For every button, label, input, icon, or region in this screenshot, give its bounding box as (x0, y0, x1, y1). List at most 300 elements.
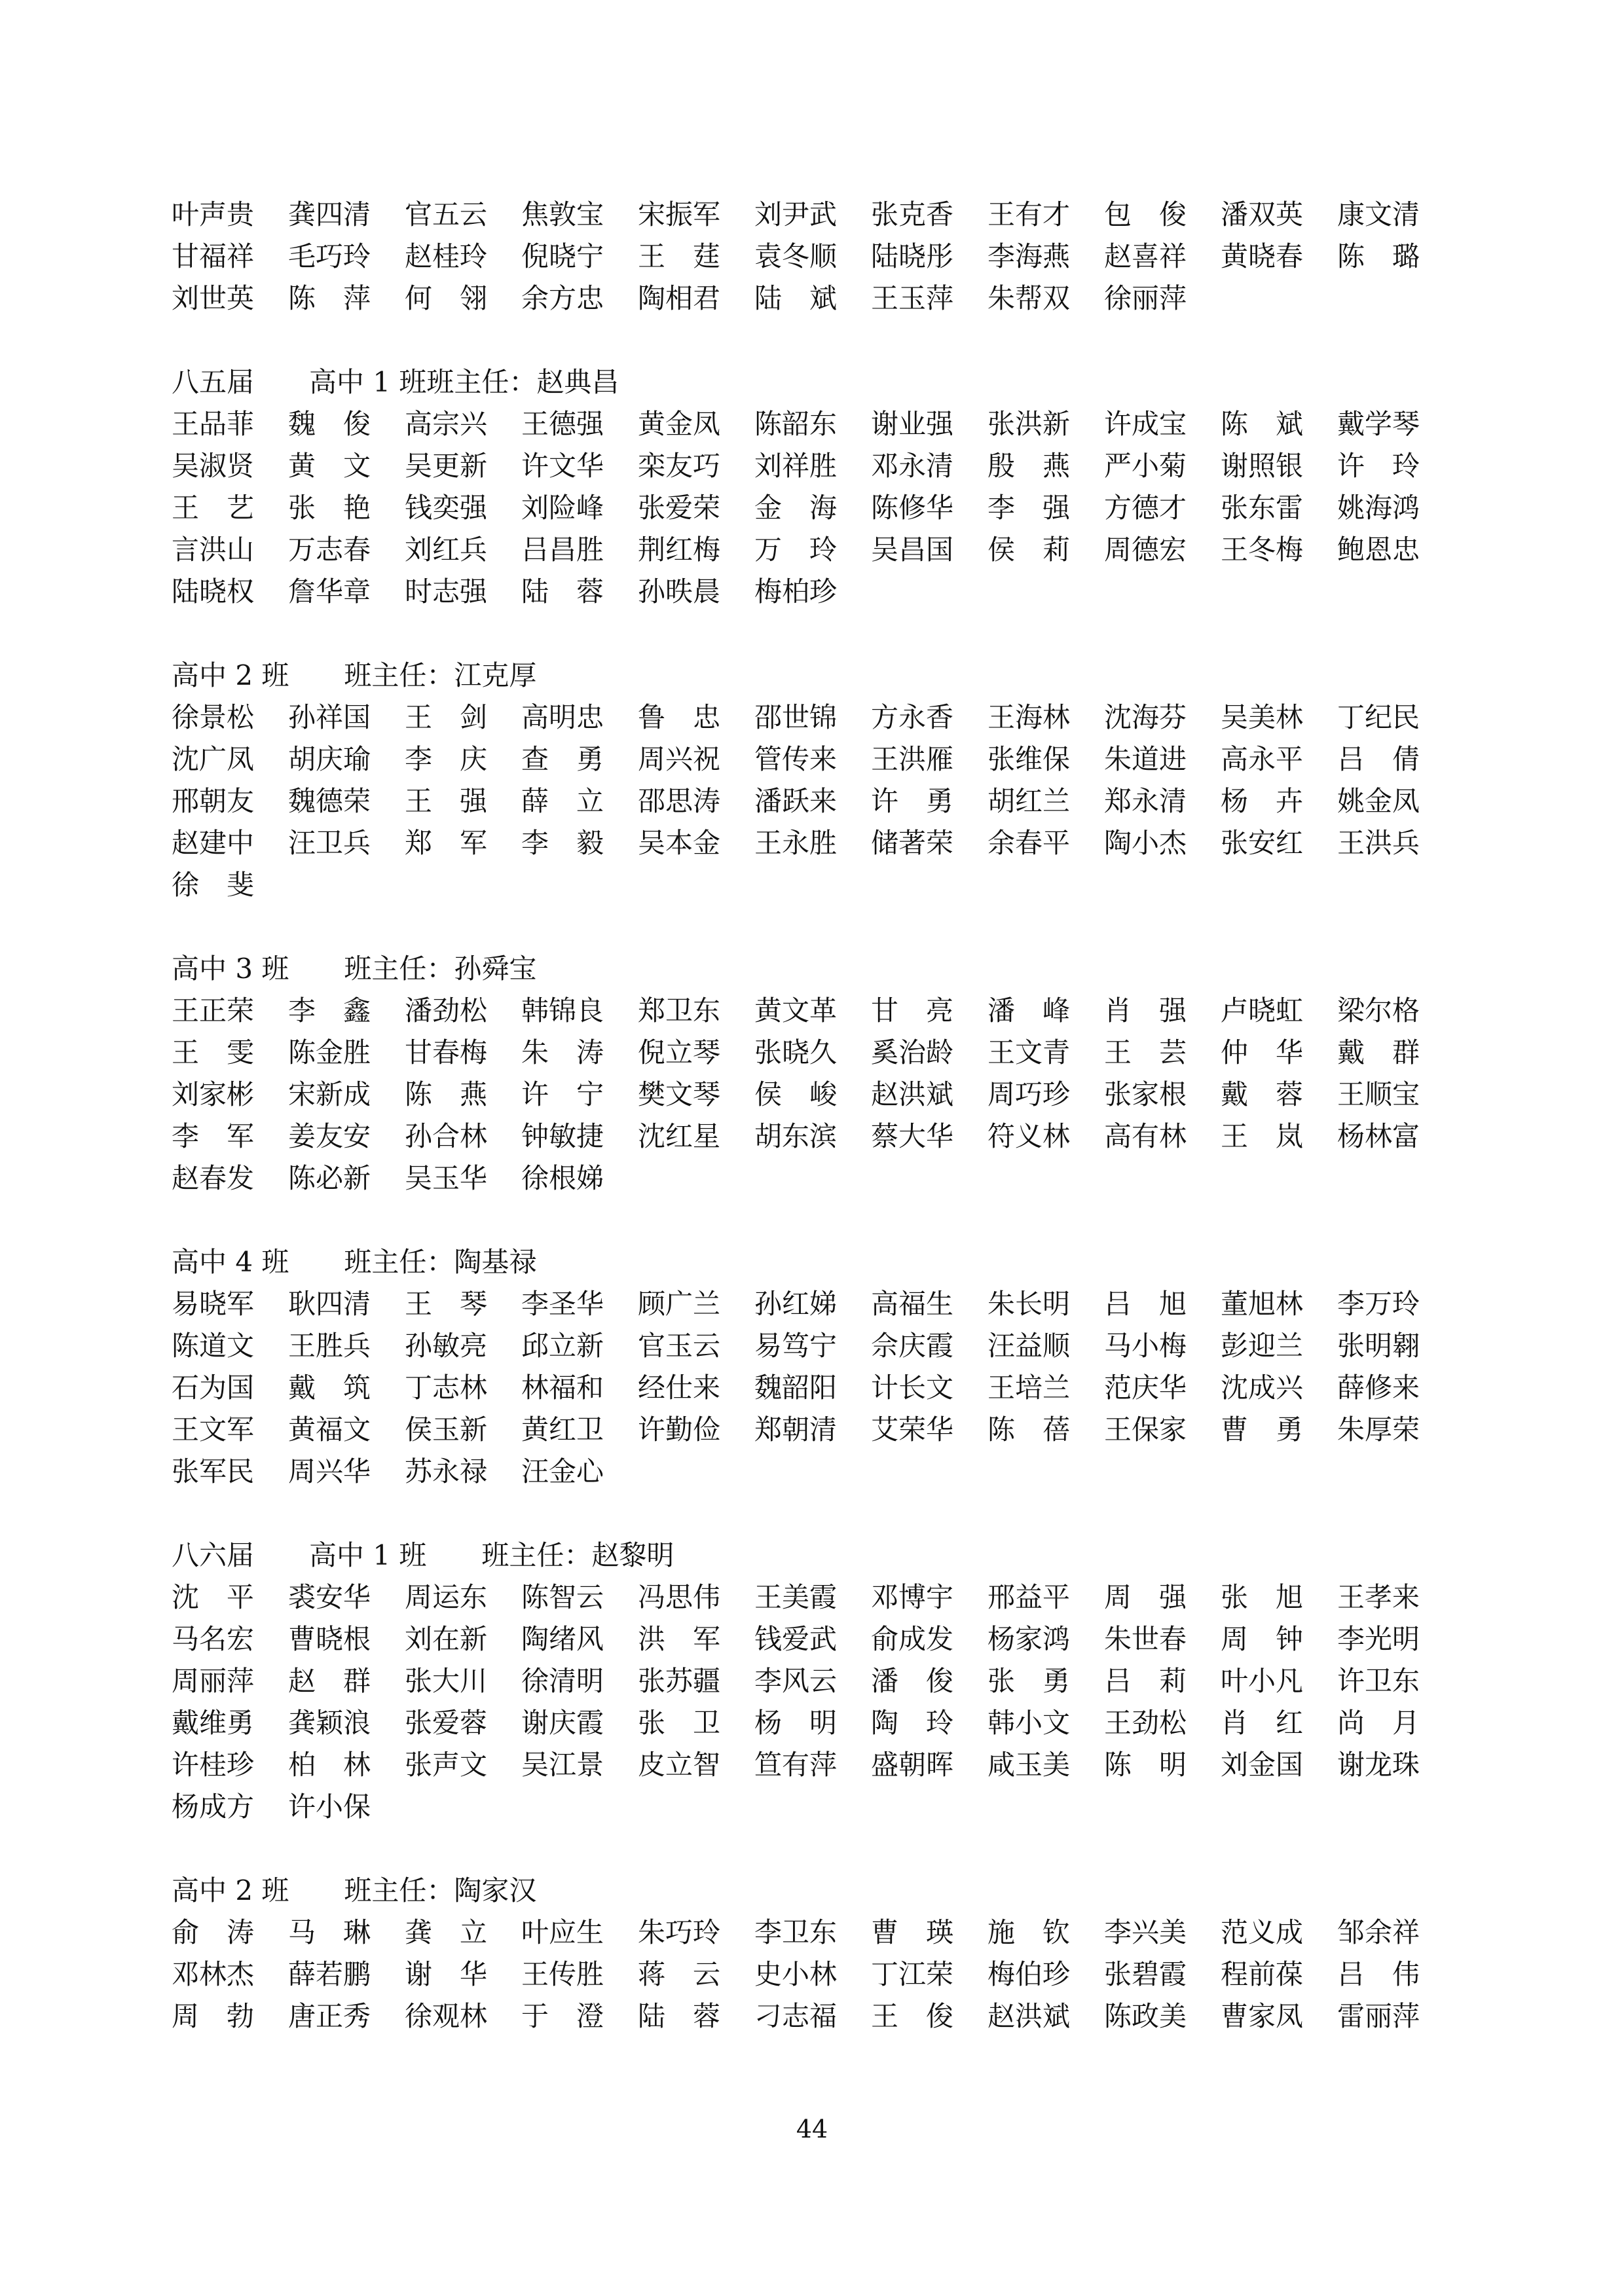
student-name: 陆晓彤 (871, 240, 954, 272)
student-name: 高有林 (1104, 1120, 1187, 1152)
student-name: 孙敏亮 (405, 1330, 488, 1362)
class-header: 八六届 高中 1 班 班主任：赵黎明 (172, 1539, 674, 1571)
student-name: 丁江荣 (871, 1958, 954, 1990)
student-name: 黄文革 (754, 994, 838, 1027)
student-name: 洪 军 (638, 1623, 721, 1655)
student-name: 薛修来 (1337, 1372, 1420, 1404)
student-name: 言洪山 (172, 534, 255, 566)
student-name: 吴昌国 (871, 534, 954, 566)
student-name: 郑卫东 (638, 994, 721, 1027)
student-name: 方永香 (871, 701, 954, 733)
student-name: 王洪雁 (871, 743, 954, 775)
student-name: 曹家凤 (1221, 2000, 1304, 2032)
student-name: 俞 涛 (172, 1916, 255, 1948)
student-name: 叶声贵 (172, 198, 255, 230)
student-name: 王美霞 (754, 1581, 838, 1613)
student-name: 张爱蓉 (405, 1707, 488, 1739)
student-name: 赵喜祥 (1104, 240, 1187, 272)
student-name: 刘险峰 (521, 492, 604, 524)
student-name: 陆 蓉 (521, 575, 604, 608)
student-name: 吴淑贤 (172, 450, 255, 482)
student-name: 潘跃来 (754, 785, 838, 817)
student-name: 郑永清 (1104, 785, 1187, 817)
student-name: 余方忠 (521, 282, 604, 314)
student-name: 周丽萍 (172, 1665, 255, 1697)
student-name: 沈广凤 (172, 743, 255, 775)
student-name: 许卫东 (1337, 1665, 1420, 1697)
student-name: 吴江景 (521, 1749, 604, 1781)
student-name: 孙昳晨 (638, 575, 721, 608)
student-name: 李 军 (172, 1120, 255, 1152)
student-name: 王 芸 (1104, 1036, 1187, 1068)
student-name: 张家根 (1104, 1078, 1187, 1110)
student-name: 易笃宁 (754, 1330, 838, 1362)
student-name-grid (172, 1912, 1420, 2037)
student-name: 侯玉新 (405, 1413, 488, 1446)
student-name: 符义林 (987, 1120, 1071, 1152)
student-name: 戴 蓉 (1221, 1078, 1304, 1110)
student-name: 张大川 (405, 1665, 488, 1697)
student-name: 韩小文 (987, 1707, 1071, 1739)
student-name: 裘安华 (288, 1581, 371, 1613)
student-name: 张安红 (1221, 827, 1304, 859)
page-number: 44 (796, 2115, 828, 2143)
student-name: 周德宏 (1104, 534, 1187, 566)
student-name: 朱道进 (1104, 743, 1187, 775)
student-name: 陈 斌 (1221, 408, 1304, 440)
student-name: 万志春 (288, 534, 371, 566)
student-name: 赵建中 (172, 827, 255, 859)
student-name: 鲍恩忠 (1337, 534, 1420, 566)
student-name: 吴本金 (638, 827, 721, 859)
student-name: 龚颖浪 (288, 1707, 371, 1739)
student-name: 徐景松 (172, 701, 255, 733)
student-name: 王孝来 (1337, 1581, 1420, 1613)
student-name: 钱爱武 (754, 1623, 838, 1655)
student-name: 许 宁 (521, 1078, 604, 1110)
student-name-grid (172, 1576, 1420, 1828)
class-header: 八五届 高中 1 班班主任：赵典昌 (172, 366, 619, 398)
student-name: 徐 斐 (172, 869, 255, 901)
student-name: 马名宏 (172, 1623, 255, 1655)
student-name: 郑朝清 (754, 1413, 838, 1446)
student-name: 孙合林 (405, 1120, 488, 1152)
student-name: 王培兰 (987, 1372, 1071, 1404)
student-name: 邓林杰 (172, 1958, 255, 1990)
student-name: 李海燕 (987, 240, 1071, 272)
student-name: 经仕来 (638, 1372, 721, 1404)
student-name: 黄金凤 (638, 408, 721, 440)
student-name: 李 庆 (405, 743, 488, 775)
student-name: 姜友安 (288, 1120, 371, 1152)
student-name: 彭迎兰 (1221, 1330, 1304, 1362)
student-name: 曹晓根 (288, 1623, 371, 1655)
student-name: 王洪兵 (1337, 827, 1420, 859)
student-name: 谢龙珠 (1337, 1749, 1420, 1781)
student-name: 刘尹武 (754, 198, 838, 230)
student-name: 赵洪斌 (871, 1078, 954, 1110)
student-name: 吕昌胜 (521, 534, 604, 566)
student-name: 杨 明 (754, 1707, 838, 1739)
class-section (172, 948, 1420, 1199)
student-name: 汪卫兵 (288, 827, 371, 859)
student-name: 许小保 (288, 1791, 371, 1823)
student-name: 吕 伟 (1337, 1958, 1420, 1990)
student-name: 陈智云 (521, 1581, 604, 1613)
student-name: 于 澄 (521, 2000, 604, 2032)
student-name: 高宗兴 (405, 408, 488, 440)
student-name: 丁纪民 (1337, 701, 1420, 733)
student-name: 李万玲 (1337, 1288, 1420, 1320)
student-name: 余春平 (987, 827, 1071, 859)
student-name: 张苏疆 (638, 1665, 721, 1697)
student-name: 吴更新 (405, 450, 488, 482)
student-name: 陈修华 (871, 492, 954, 524)
student-name: 倪晓宁 (521, 240, 604, 272)
student-name: 陆 蓉 (638, 2000, 721, 2032)
student-name: 官玉云 (638, 1330, 721, 1362)
class-section (172, 194, 1420, 319)
student-name: 李圣华 (521, 1288, 604, 1320)
student-name: 黄 文 (288, 450, 371, 482)
student-name: 杨成方 (172, 1791, 255, 1823)
student-name: 张克香 (871, 198, 954, 230)
student-name: 王品菲 (172, 408, 255, 440)
student-name: 肖 强 (1104, 994, 1187, 1027)
student-name: 蒋 云 (638, 1958, 721, 1990)
student-name: 龚 立 (405, 1916, 488, 1948)
student-name: 李风云 (754, 1665, 838, 1697)
student-name: 潘 峰 (987, 994, 1071, 1027)
student-name: 周兴华 (288, 1455, 371, 1487)
student-name: 邢益平 (987, 1581, 1071, 1613)
student-name: 顾广兰 (638, 1288, 721, 1320)
student-name: 梅伯珍 (987, 1958, 1071, 1990)
student-name: 张 卫 (638, 1707, 721, 1739)
class-header: 高中 2 班 班主任：江克厚 (172, 659, 537, 691)
student-name: 苏永禄 (405, 1455, 488, 1487)
student-name: 张晓久 (754, 1036, 838, 1068)
student-name: 杨家鸿 (987, 1623, 1071, 1655)
student-name: 袁冬顺 (754, 240, 838, 272)
student-name: 王顺宝 (1337, 1078, 1420, 1110)
student-name: 查 勇 (521, 743, 604, 775)
student-name: 周巧珍 (987, 1078, 1071, 1110)
student-name: 张明翱 (1337, 1330, 1420, 1362)
student-name: 王冬梅 (1221, 534, 1304, 566)
student-name: 谢业强 (871, 408, 954, 440)
student-name: 倪立琴 (638, 1036, 721, 1068)
student-name: 唐正秀 (288, 2000, 371, 2032)
student-name: 施 钦 (987, 1916, 1071, 1948)
student-name: 何 翎 (405, 282, 488, 314)
student-name: 韩锦良 (521, 994, 604, 1027)
student-name: 朱帮双 (987, 282, 1071, 314)
student-name: 王 强 (405, 785, 488, 817)
student-name: 陈道文 (172, 1330, 255, 1362)
student-name: 陶绪风 (521, 1623, 604, 1655)
student-name: 朱巧玲 (638, 1916, 721, 1948)
student-name: 毛巧玲 (288, 240, 371, 272)
student-name: 陈韶东 (754, 408, 838, 440)
student-name: 王有才 (987, 198, 1071, 230)
student-name: 赵春发 (172, 1162, 255, 1194)
student-name: 侯 峻 (754, 1078, 838, 1110)
student-name: 范庆华 (1104, 1372, 1187, 1404)
student-name: 王保家 (1104, 1413, 1187, 1446)
student-name: 俞成发 (871, 1623, 954, 1655)
class-header: 高中 2 班 班主任：陶家汉 (172, 1874, 537, 1906)
student-name: 曹 瑛 (871, 1916, 954, 1948)
student-name: 周兴祝 (638, 743, 721, 775)
student-name: 周运东 (405, 1581, 488, 1613)
class-header: 高中 3 班 班主任：孙舜宝 (172, 953, 537, 985)
student-name-grid (172, 194, 1420, 319)
student-name: 许文华 (521, 450, 604, 482)
student-name: 高明忠 (521, 701, 604, 733)
student-name: 高福生 (871, 1288, 954, 1320)
student-name: 刁志福 (754, 2000, 838, 2032)
student-name: 陈 燕 (405, 1078, 488, 1110)
class-section (172, 361, 1420, 613)
student-name: 张碧霞 (1104, 1958, 1187, 1990)
student-name: 王文军 (172, 1413, 255, 1446)
student-name: 王德强 (521, 408, 604, 440)
student-name: 严小菊 (1104, 450, 1187, 482)
student-name: 黄福文 (288, 1413, 371, 1446)
student-name: 王 剑 (405, 701, 488, 733)
student-name: 王永胜 (754, 827, 838, 859)
student-name: 栾友巧 (638, 450, 721, 482)
student-name: 李光明 (1337, 1623, 1420, 1655)
student-name: 许桂珍 (172, 1749, 255, 1781)
student-name: 李卫东 (754, 1916, 838, 1948)
student-name-grid (172, 403, 1420, 613)
student-name: 邱立新 (521, 1330, 604, 1362)
student-name: 计长文 (871, 1372, 954, 1404)
student-name: 陈 明 (1104, 1749, 1187, 1781)
student-name: 易晓军 (172, 1288, 255, 1320)
student-name: 钱奕强 (405, 492, 488, 524)
student-name-grid (172, 1283, 1420, 1493)
student-name: 黄红卫 (521, 1413, 604, 1446)
student-name: 奚治龄 (871, 1036, 954, 1068)
student-name: 仲 华 (1221, 1036, 1304, 1068)
student-name: 官五云 (405, 198, 488, 230)
student-name: 吕 倩 (1337, 743, 1420, 775)
student-name: 谢 华 (405, 1958, 488, 1990)
student-name: 许成宝 (1104, 408, 1187, 440)
student-name: 魏 俊 (288, 408, 371, 440)
student-name: 王 琴 (405, 1288, 488, 1320)
student-name: 叶小凡 (1221, 1665, 1304, 1697)
student-name: 甘春梅 (405, 1036, 488, 1068)
student-name: 张维保 (987, 743, 1071, 775)
student-name: 张 旭 (1221, 1581, 1304, 1613)
student-name: 龚四清 (288, 198, 371, 230)
student-name: 邹余祥 (1337, 1916, 1420, 1948)
student-name: 马 琳 (288, 1916, 371, 1948)
class-section (172, 1241, 1420, 1493)
student-name: 薛 立 (521, 785, 604, 817)
student-name: 陆晓权 (172, 575, 255, 608)
student-name: 陈 萍 (288, 282, 371, 314)
student-name: 邵思涛 (638, 785, 721, 817)
student-name: 梁尔格 (1337, 994, 1420, 1027)
student-name: 赵洪斌 (987, 2000, 1071, 2032)
student-name: 陆 斌 (754, 282, 838, 314)
student-name: 侯 莉 (987, 534, 1071, 566)
student-name: 吕 莉 (1104, 1665, 1187, 1697)
student-name: 谢庆霞 (521, 1707, 604, 1739)
student-name: 周 强 (1104, 1581, 1187, 1613)
student-name: 杨 卉 (1221, 785, 1304, 817)
student-name: 王 雯 (172, 1036, 255, 1068)
student-name: 王劲松 (1104, 1707, 1187, 1739)
student-name: 吕 旭 (1104, 1288, 1187, 1320)
student-name: 张东雷 (1221, 492, 1304, 524)
student-name: 徐根娣 (521, 1162, 604, 1194)
student-name: 陈金胜 (288, 1036, 371, 1068)
student-name: 吴美林 (1221, 701, 1304, 733)
student-name: 李 毅 (521, 827, 604, 859)
student-name: 孙祥国 (288, 701, 371, 733)
student-name: 魏韶阳 (754, 1372, 838, 1404)
student-name: 魏德荣 (288, 785, 371, 817)
student-name: 殷 燕 (987, 450, 1071, 482)
student-name-grid (172, 990, 1420, 1199)
class-section (172, 655, 1420, 906)
student-name: 徐丽萍 (1104, 282, 1187, 314)
student-name: 卢晓虹 (1221, 994, 1304, 1027)
student-name: 潘劲松 (405, 994, 488, 1027)
student-name: 陶小杰 (1104, 827, 1187, 859)
student-name: 汪益顺 (987, 1330, 1071, 1362)
student-name: 姚金凤 (1337, 785, 1420, 817)
student-name: 王 岚 (1221, 1120, 1304, 1152)
student-name: 李 强 (987, 492, 1071, 524)
roster-content (172, 194, 1420, 2079)
student-name: 陈 璐 (1337, 240, 1420, 272)
student-name: 赵桂玲 (405, 240, 488, 272)
student-name: 沈红星 (638, 1120, 721, 1152)
student-name: 杨林富 (1337, 1120, 1420, 1152)
student-name: 叶应生 (521, 1916, 604, 1948)
student-name: 汪金心 (521, 1455, 604, 1487)
student-name: 王 莛 (638, 240, 721, 272)
student-name: 咸玉美 (987, 1749, 1071, 1781)
student-name: 刘世英 (172, 282, 255, 314)
student-name: 王海林 (987, 701, 1071, 733)
student-name: 姚海鸿 (1337, 492, 1420, 524)
student-name: 谢照银 (1221, 450, 1304, 482)
student-name: 朱 涛 (521, 1036, 604, 1068)
student-name: 陶相君 (638, 282, 721, 314)
student-name: 赵 群 (288, 1665, 371, 1697)
student-name: 储著荣 (871, 827, 954, 859)
student-name: 陈必新 (288, 1162, 371, 1194)
student-name: 雷丽萍 (1337, 2000, 1420, 2032)
student-name: 戴维勇 (172, 1707, 255, 1739)
student-name: 李 鑫 (288, 994, 371, 1027)
student-name: 詹华章 (288, 575, 371, 608)
class-section (172, 1870, 1420, 2037)
student-name: 黄晓春 (1221, 240, 1304, 272)
student-name: 周 勃 (172, 2000, 255, 2032)
student-name: 张洪新 (987, 408, 1071, 440)
student-name: 万 玲 (754, 534, 838, 566)
student-name: 王玉萍 (871, 282, 954, 314)
student-name: 邓永清 (871, 450, 954, 482)
student-name: 樊文琴 (638, 1078, 721, 1110)
student-name: 康文清 (1337, 198, 1420, 230)
student-name: 管传来 (754, 743, 838, 775)
student-name: 程前葆 (1221, 1958, 1304, 1990)
student-name: 鲁 忠 (638, 701, 721, 733)
student-name: 林福和 (521, 1372, 604, 1404)
student-name: 王胜兵 (288, 1330, 371, 1362)
student-name-grid (172, 697, 1420, 906)
student-name: 方德才 (1104, 492, 1187, 524)
student-name: 吴玉华 (405, 1162, 488, 1194)
student-name: 包 俊 (1104, 198, 1187, 230)
student-name: 张爱荣 (638, 492, 721, 524)
student-name: 薛若鹏 (288, 1958, 371, 1990)
student-name: 潘双英 (1221, 198, 1304, 230)
student-name: 曹 勇 (1221, 1413, 1304, 1446)
student-name: 徐观林 (405, 2000, 488, 2032)
student-name: 甘福祥 (172, 240, 255, 272)
student-name: 刘在新 (405, 1623, 488, 1655)
student-name: 戴 群 (1337, 1036, 1420, 1068)
student-name: 笪有萍 (754, 1749, 838, 1781)
student-name: 盛朝晖 (871, 1749, 954, 1781)
student-name: 许勤俭 (638, 1413, 721, 1446)
student-name: 沈海芬 (1104, 701, 1187, 733)
student-name: 陈 蓓 (987, 1413, 1071, 1446)
student-name: 许 玲 (1337, 450, 1420, 482)
student-name: 丁志林 (405, 1372, 488, 1404)
student-name: 荆红梅 (638, 534, 721, 566)
student-name: 张声文 (405, 1749, 488, 1781)
student-name: 戴 筑 (288, 1372, 371, 1404)
student-name: 马小梅 (1104, 1330, 1187, 1362)
student-name: 许 勇 (871, 785, 954, 817)
student-name: 陈政美 (1104, 2000, 1187, 2032)
student-name: 史小林 (754, 1958, 838, 1990)
student-name: 董旭林 (1221, 1288, 1304, 1320)
student-name: 胡庆瑜 (288, 743, 371, 775)
student-name: 李兴美 (1104, 1916, 1187, 1948)
student-name: 张 勇 (987, 1665, 1071, 1697)
student-name: 耿四清 (288, 1288, 371, 1320)
student-name: 梅柏珍 (754, 575, 838, 608)
student-name: 孙红娣 (754, 1288, 838, 1320)
student-name: 徐清明 (521, 1665, 604, 1697)
class-section (172, 1535, 1420, 1828)
student-name: 朱长明 (987, 1288, 1071, 1320)
student-name: 甘 亮 (871, 994, 954, 1027)
student-name: 王正荣 (172, 994, 255, 1027)
student-name: 宋振军 (638, 198, 721, 230)
student-name: 邵世锦 (754, 701, 838, 733)
student-name: 宋新成 (288, 1078, 371, 1110)
student-name: 刘家彬 (172, 1078, 255, 1110)
student-name: 冯思伟 (638, 1581, 721, 1613)
student-name: 刘金国 (1221, 1749, 1304, 1781)
student-name: 金 海 (754, 492, 838, 524)
student-name: 蔡大华 (871, 1120, 954, 1152)
